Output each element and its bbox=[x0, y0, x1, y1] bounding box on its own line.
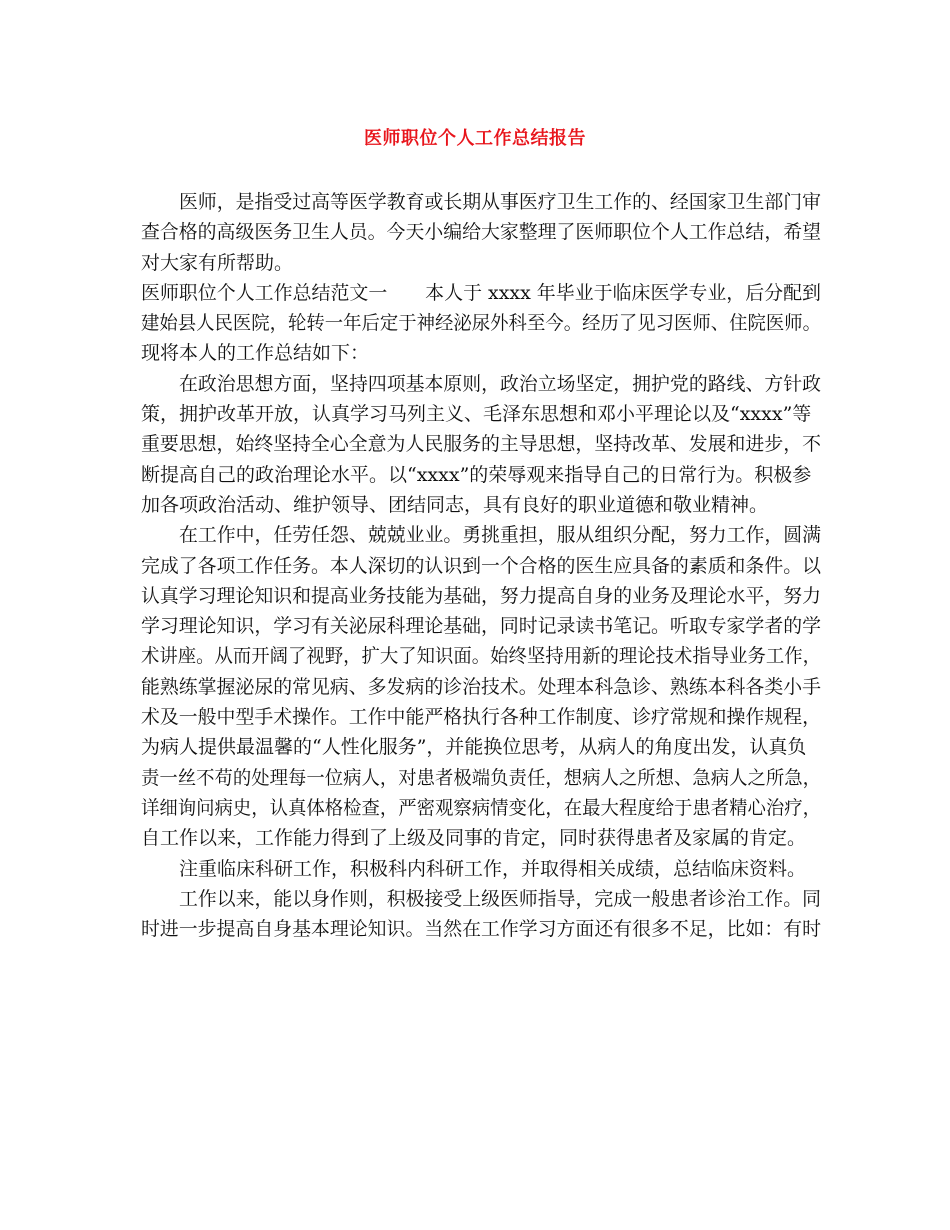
text-line: 认真学习理论知识和提高业务技能为基础，努力提高自身的业务及理论水平，努力 bbox=[141, 584, 821, 607]
text-line: 学习理论知识，学习有关泌尿科理论基础，同时记录读书笔记。听取专家学者的学 bbox=[141, 615, 821, 638]
text-line: 为病人提供最温馨的“人性化服务”，并能换位思考，从病人的角度出发，认真负 bbox=[141, 736, 807, 759]
text-line: 详细询问病史，认真体格检查，严密观察病情变化，在最大程度给于患者精心治疗， bbox=[141, 796, 821, 819]
text-line: 医师，是指受过高等医学教育或长期从事医疗卫生工作的、经国家卫生部门审 bbox=[179, 191, 821, 213]
text-line: 建始县人民医院，轮转一年后定于神经泌尿外科至今。经历了见习医师、住院医师。 bbox=[141, 312, 821, 335]
text-line: 在工作中，任劳任怨、兢兢业业。勇挑重担，服从组织分配，努力工作，圆满 bbox=[179, 524, 821, 547]
text-line: 策，拥护改革开放，认真学习马列主义、毛泽东思想和邓小平理论以及“xxxx”等 bbox=[141, 403, 812, 426]
text-line: 对大家有所帮助。 bbox=[141, 251, 294, 274]
text-line: 完成了各项工作任务。本人深切的认识到一个合格的医生应具备的素质和条件。以 bbox=[141, 554, 821, 577]
text-line: 自工作以来，工作能力得到了上级及同事的肯定，同时获得患者及家属的肯定。 bbox=[141, 827, 807, 850]
document-body bbox=[141, 187, 821, 944]
text-line: 术讲座。从而开阔了视野，扩大了知识面。始终坚持用新的理论技术指导业务工作， bbox=[141, 645, 821, 668]
text-line: 重要思想，始终坚持全心全意为人民服务的主导思想，坚持改革、发展和进步，不 bbox=[141, 433, 821, 456]
text-line: 现将本人的工作总结如下： bbox=[141, 342, 370, 365]
text-line: 查合格的高级医务卫生人员。今天小编给大家整理了医师职位个人工作总结，希望 bbox=[141, 221, 821, 244]
text-line: 注重临床科研工作，积极科内科研工作，并取得相关成绩，总结临床资料。 bbox=[179, 857, 807, 880]
document-title: 医师职位个人工作总结报告 bbox=[364, 128, 586, 149]
text-line: 能熟练掌握泌尿的常见病、多发病的诊治技术。处理本科急诊、熟练本科各类小手 bbox=[141, 675, 821, 698]
text-line: 加各项政治活动、维护领导、团结同志，具有良好的职业道德和敬业精神。 bbox=[141, 493, 769, 516]
text-line: 工作以来，能以身作则，积极接受上级医师指导，完成一般患者诊治工作。同 bbox=[179, 887, 821, 910]
text-line: 断提高自己的政治理论水平。以“xxxx”的荣辱观来指导自己的日常行为。积极参 bbox=[141, 463, 812, 486]
text-line: 时进一步提高自身基本理论知识。当然在工作学习方面还有很多不足，比如：有时 bbox=[141, 918, 821, 941]
text-line: 责一丝不苟的处理每一位病人，对患者极端负责任，想病人之所想、急病人之所急， bbox=[141, 766, 821, 789]
text-line: 在政治思想方面，坚持四项基本原则，政治立场坚定，拥护党的路线、方针政 bbox=[179, 372, 821, 395]
text-line: 术及一般中型手术操作。工作中能严格执行各种工作制度、诊疗常规和操作规程， bbox=[141, 706, 821, 729]
text-line: 医师职位个人工作总结范文一 本人于 xxxx 年毕业于临床医学专业，后分配到 bbox=[141, 281, 821, 304]
